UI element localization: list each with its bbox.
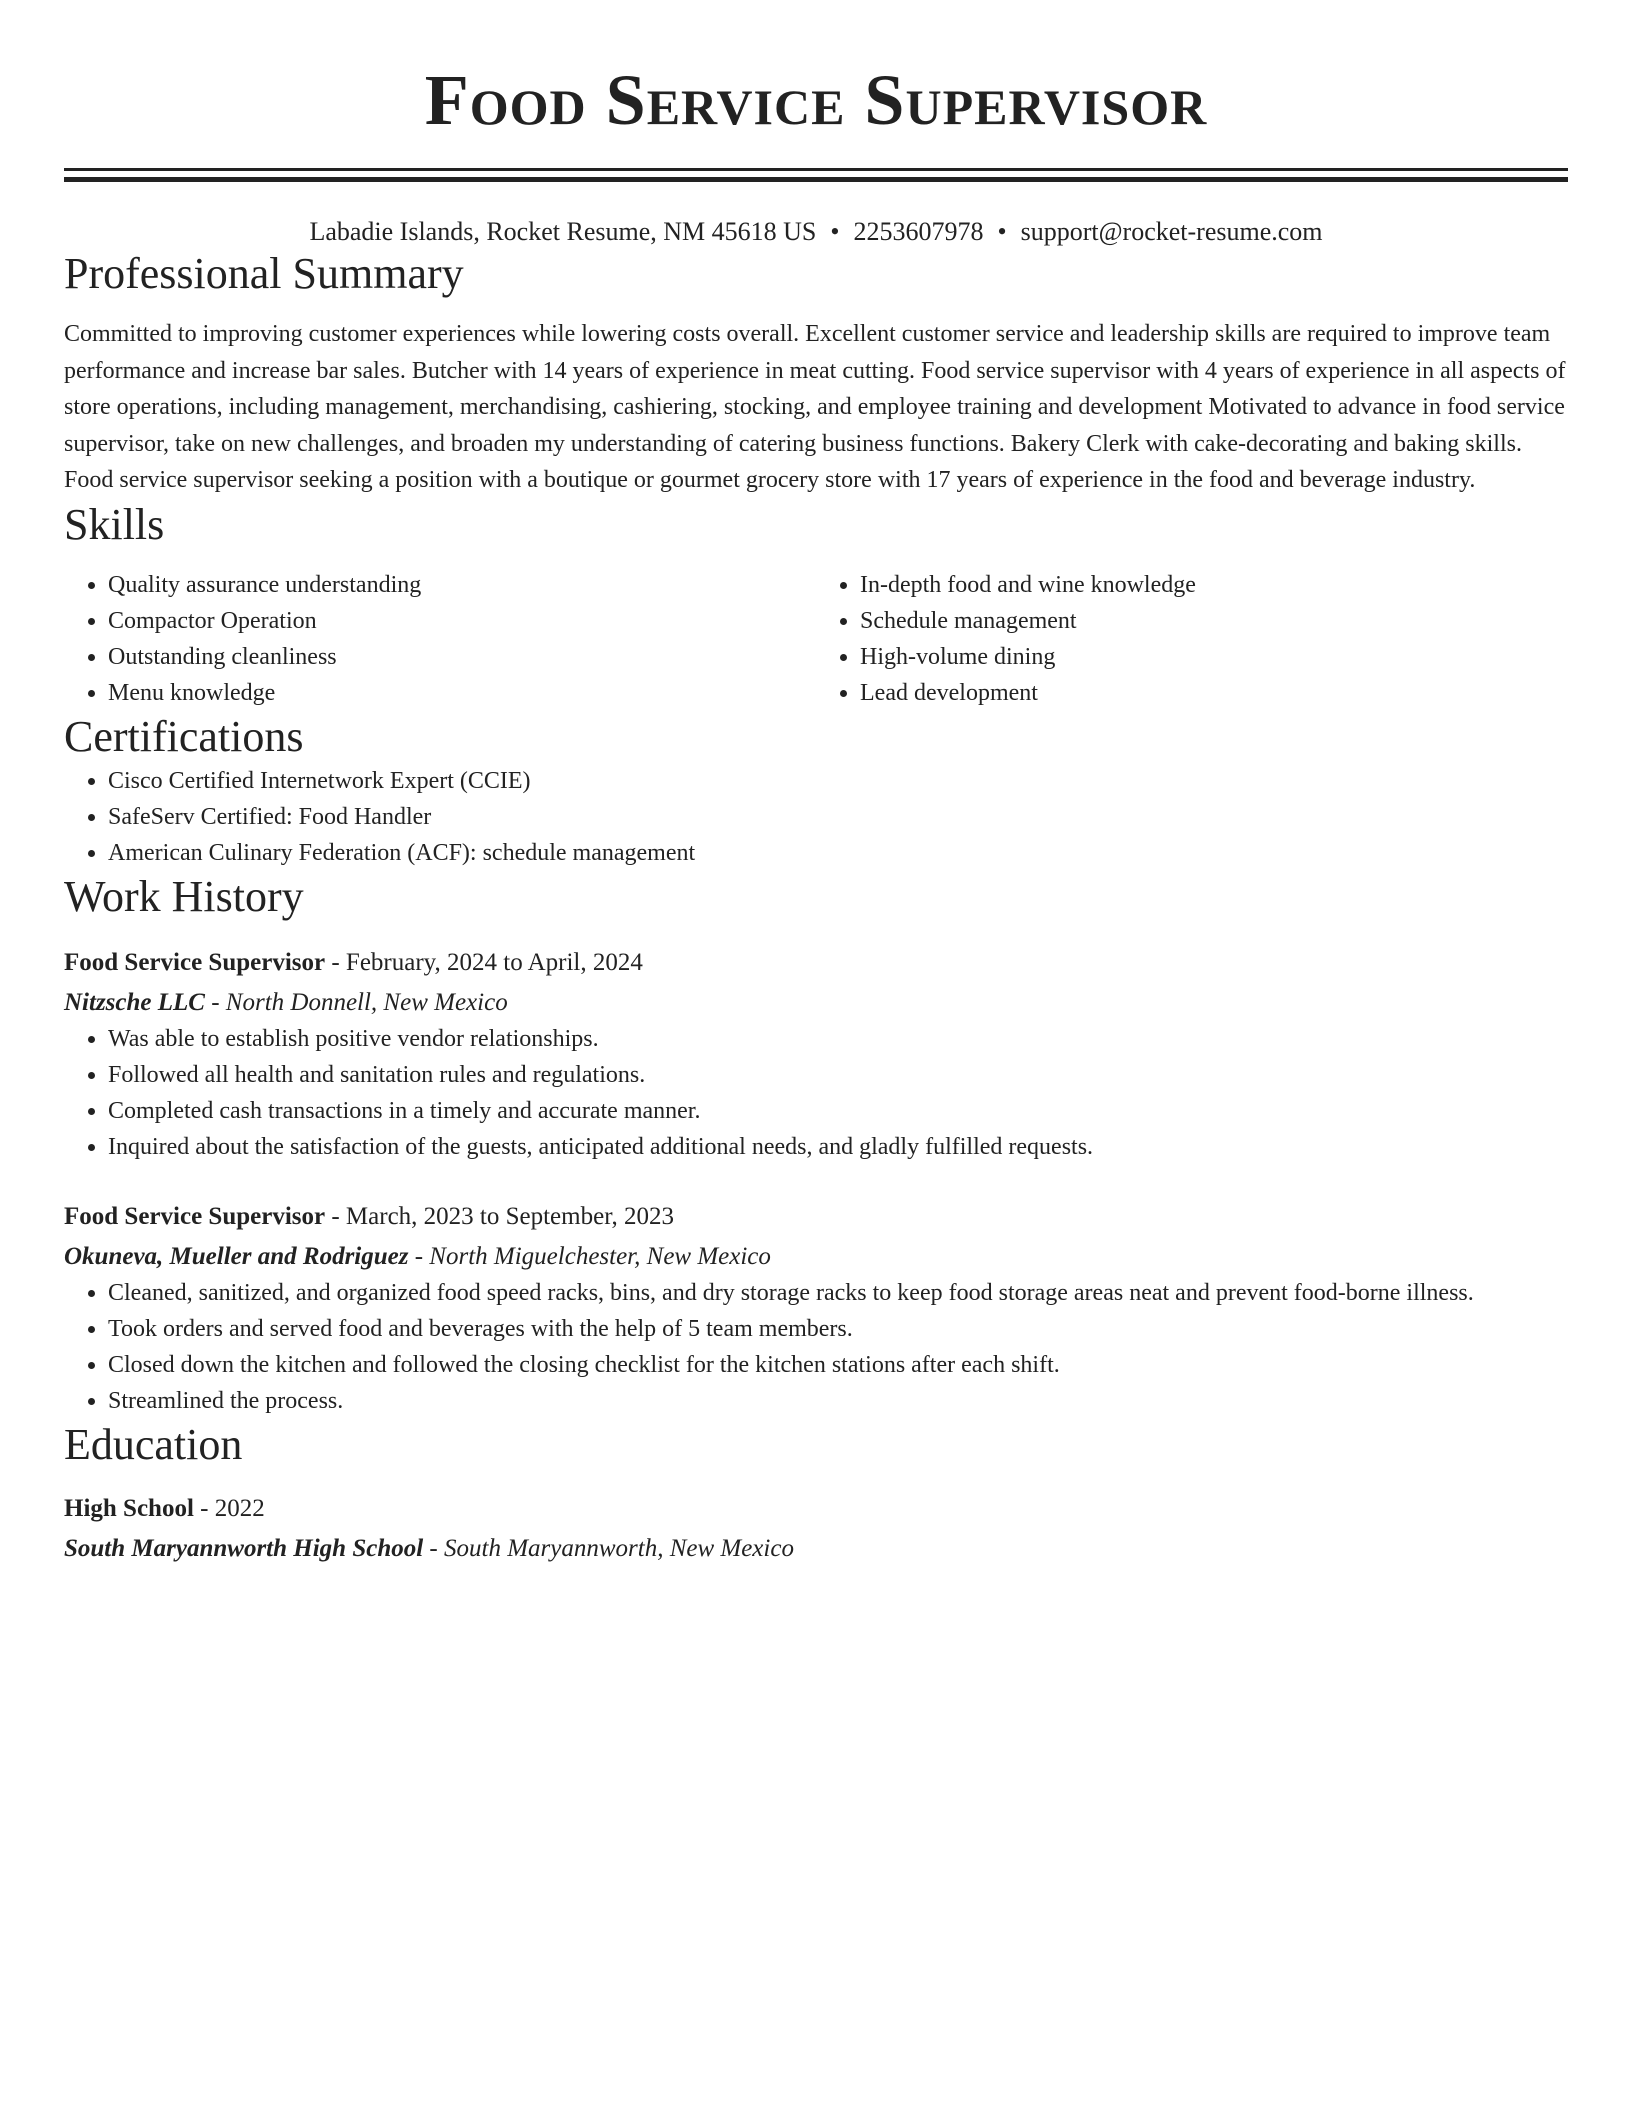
skill-item: • In-depth food and wine knowledge xyxy=(860,567,1568,603)
job-bullet: • Took orders and served food and beverages with the help of 5 team members. xyxy=(108,1311,1568,1347)
skill-item: • High-volume dining xyxy=(860,639,1568,675)
skills-columns xyxy=(64,567,1568,711)
education-heading: Education xyxy=(64,1419,243,1469)
contact-address: Labadie Islands, Rocket Resume, NM 45618 US xyxy=(309,217,817,246)
education-year: - 2022 xyxy=(193,1494,265,1522)
contact-phone: 2253607978 xyxy=(853,217,984,246)
contact-separator: • xyxy=(830,217,840,246)
job-title-line xyxy=(64,945,1568,981)
education-school: South Maryannworth High School xyxy=(64,1534,424,1562)
skill-item: • Quality assurance understanding xyxy=(108,567,816,603)
education-degree-line xyxy=(64,1491,1568,1527)
work-history-heading: Work History xyxy=(64,871,304,921)
job-bullet: • Followed all health and sanitation rules and regulations. xyxy=(108,1057,1568,1093)
certification-item: • American Culinary Federation (ACF): schedule management xyxy=(108,835,1568,871)
job-company: Nitzsche LLC xyxy=(64,988,205,1016)
contact-email: support@rocket-resume.com xyxy=(1020,217,1323,246)
summary-text: Committed to improving customer experiences while lowering costs overall. Excellent customer service and leadership skills are required to improve team performance and increase bar sales. Butcher with 14 years of experience in meat cutting. Food service supervisor with 4 years of experience in all aspects of store operations, including management, merchandising, cashiering, stocking, and employee training and development Motivated to advance in food service supervisor, take on new challenges, and broaden my understanding of catering business functions. Bakery Clerk with cake-decorating and baking skills. Food service supervisor seeking a position with a boutique or gourmet grocery store with 17 years of experience in the food and beverage industry. xyxy=(64,321,1566,493)
certifications-list xyxy=(64,763,1568,871)
job-dates: - March, 2023 to September, 2023 xyxy=(325,1202,675,1230)
job-bullets xyxy=(64,1021,1568,1165)
contact-separator: • xyxy=(997,217,1007,246)
job-title-line xyxy=(64,1199,1568,1235)
job-bullet: • Cleaned, sanitized, and organized food speed racks, bins, and dry storage racks to keep food storage areas neat and prevent food-borne illness. xyxy=(108,1275,1568,1311)
job-role: Food Service Supervisor xyxy=(64,1202,326,1230)
job-entry xyxy=(64,945,1568,1165)
header-rule-top xyxy=(64,168,1568,171)
job-company-line xyxy=(64,985,1568,1021)
job-bullets xyxy=(64,1275,1568,1419)
education-entry xyxy=(64,1491,1568,1567)
job-bullet: • Streamlined the process. xyxy=(108,1383,1568,1419)
education-location: - South Maryannworth, New Mexico xyxy=(423,1534,794,1562)
education-degree: High School xyxy=(64,1494,194,1522)
job-bullet: • Inquired about the satisfaction of the guests, anticipated additional needs, and gladly fulfilled requests. xyxy=(108,1129,1568,1165)
job-entry xyxy=(64,1199,1568,1419)
job-bullet: • Completed cash transactions in a timely and accurate manner. xyxy=(108,1093,1568,1129)
job-bullet: • Was able to establish positive vendor relationships. xyxy=(108,1021,1568,1057)
header-rule-bottom xyxy=(64,177,1568,182)
job-company-line xyxy=(64,1239,1568,1275)
skill-item: • Schedule management xyxy=(860,603,1568,639)
job-bullet: • Closed down the kitchen and followed the closing checklist for the kitchen stations after each shift. xyxy=(108,1347,1568,1383)
resume-name: Food Service Supervisor xyxy=(424,60,1208,140)
skill-item: • Outstanding cleanliness xyxy=(108,639,816,675)
certifications-heading: Certifications xyxy=(64,711,304,761)
skill-item: • Menu knowledge xyxy=(108,675,816,711)
education-school-line xyxy=(64,1531,1568,1567)
skills-list-right xyxy=(816,567,1568,711)
skill-item: • Lead development xyxy=(860,675,1568,711)
skills-heading: Skills xyxy=(64,499,165,549)
job-location: - North Donnell, New Mexico xyxy=(204,988,508,1016)
job-company: Okuneva, Mueller and Rodriguez xyxy=(64,1242,409,1270)
job-location: - North Miguelchester, New Mexico xyxy=(408,1242,771,1270)
summary-heading: Professional Summary xyxy=(64,249,464,298)
skills-list-left xyxy=(64,567,816,711)
skill-item: • Compactor Operation xyxy=(108,603,816,639)
job-dates: - February, 2024 to April, 2024 xyxy=(325,948,643,976)
certification-item: • SafeServ Certified: Food Handler xyxy=(108,799,1568,835)
contact-line xyxy=(64,216,1568,248)
job-role: Food Service Supervisor xyxy=(64,948,326,976)
certification-item: • Cisco Certified Internetwork Expert (CCIE) xyxy=(108,763,1568,799)
